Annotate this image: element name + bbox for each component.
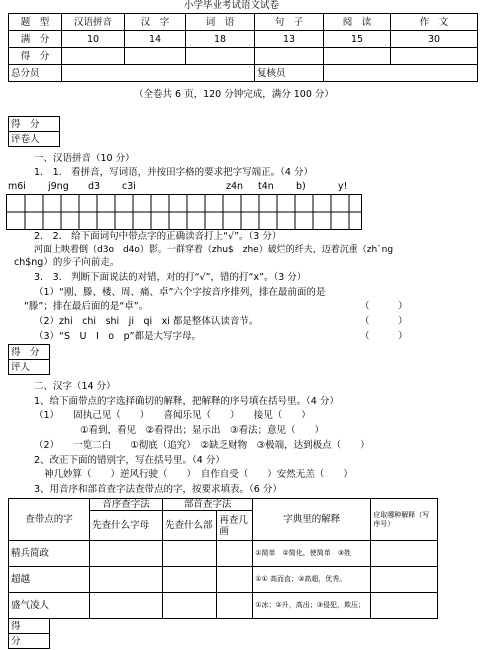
full-score: 15 (324, 31, 391, 48)
section2-q3: 3、用音序和部首查字法查带点的字，按要求填表。（6 分） (34, 484, 282, 495)
row-word: 精兵简政 (9, 541, 90, 567)
pinyin: c3i (122, 181, 136, 192)
review-label: 复核员 (255, 65, 324, 82)
section2-q2: 2、改正下面的错别字，写在括号里。（4 分） (34, 455, 225, 466)
full-score: 18 (186, 31, 255, 48)
got-cell[interactable] (125, 48, 186, 65)
section1-q3: 3. 3. 判断下面说法的对错，对的打“√”，错的打“x”。（3 分） (34, 272, 307, 283)
pinyin: t4n (258, 181, 274, 192)
got-cell[interactable] (255, 48, 324, 65)
review-cell[interactable] (324, 65, 478, 82)
col-char-header: 查带点的字 (9, 499, 90, 541)
full-score: 30 (391, 31, 478, 48)
section2-q1-b: ①看到，看见 ②看得出；显示出 ③看法；意见（ ） (80, 425, 325, 436)
section2-q2-line: 神几妙算（ ）逆风行驶（ ） 自作自受（ ）安然无羔（ ） (44, 469, 353, 480)
exam-note: （全卷共 6 页，120 分钟完成，满分 100 分） (134, 89, 334, 100)
got-cell[interactable] (391, 48, 478, 65)
score-header: 题 型 (9, 14, 62, 31)
answer-cell[interactable] (162, 567, 216, 593)
got-cell[interactable] (62, 48, 125, 65)
section2-title: 二、汉字（14 分） (34, 381, 116, 392)
answer-cell[interactable] (90, 541, 163, 567)
answer-cell[interactable] (90, 593, 163, 619)
section1-q3-3: （3）“S U I o p”都是大写字母。 (34, 331, 202, 342)
section1-q3-1a: （1）“刚、滕、楼、周、痛、卓”六个字按音序排列，排在最前面的是 (34, 287, 326, 298)
total-cell[interactable] (62, 65, 255, 82)
col-yin-header: 音序查字法 (90, 499, 163, 511)
grader-reviewer-label: 评卷人 (9, 132, 60, 147)
page-title: 小学毕业考试语文试卷 (184, 0, 280, 11)
grader-score-label: 得 (9, 619, 50, 634)
score-header: 作 文 (391, 14, 478, 31)
grader-box (8, 618, 50, 649)
row-word: 超越 (9, 567, 90, 593)
section2-q1: 1、给下面带点的字选择确切的解释，把解释的序号填在括号里。（4 分） (34, 396, 339, 407)
section2-q1-c: （2） 一览二白 ①彻底（追究） ②缺乏财物 ③极端，达到极点（ ） (34, 440, 370, 451)
answer-cell[interactable] (217, 567, 253, 593)
grader-score-label: 得 分 (9, 345, 50, 360)
score-table (8, 13, 478, 82)
pinyin: m6i (8, 181, 26, 192)
table-row (9, 567, 438, 593)
answer-cell[interactable] (217, 593, 253, 619)
score-header: 句 子 (255, 14, 324, 31)
grader-reviewer-label: 评人 (9, 360, 50, 375)
section1-q3-1b: “滕”；排在最后面的是“卓”。 (24, 301, 149, 312)
pinyin: b) (296, 181, 306, 192)
got-cell[interactable] (324, 48, 391, 65)
grader-box (8, 116, 60, 147)
full-label: 满 分 (9, 31, 62, 48)
pinyin: j9ng (48, 181, 69, 192)
col-pick-header: 应取哪种解释（写序号） (371, 499, 438, 541)
score-header: 汉语拼音 (62, 14, 125, 31)
col-dict-header: 字典里的解释 (253, 499, 371, 541)
writing-grid[interactable] (6, 194, 362, 230)
section1-q2-line1: 河面上映着倒（d3o d4o）影。一群穿着（zhu$ zhe）破烂的纤夫，迈着沉重（zh`ng (34, 245, 394, 255)
section2-q1-a: （1） 固执己见（ ） 喜闻乐见（ ） 接见（ ） (34, 410, 311, 421)
answer-cell[interactable] (217, 541, 253, 567)
total-label: 总分员 (9, 65, 62, 82)
got-cell[interactable] (186, 48, 255, 65)
answer-cell[interactable] (90, 567, 163, 593)
grader-reviewer-label: 分 (9, 634, 50, 649)
row-word: 盛气凌人 (9, 593, 90, 619)
section1-q2: 2. 2. 给下面词句中带点字的正确读音打上“√”。（3 分） (34, 231, 282, 242)
score-header: 词 语 (186, 14, 255, 31)
answer-cell[interactable] (371, 567, 438, 593)
score-header: 阅 读 (324, 14, 391, 31)
row-dict: ①简单 ②简化，使简单 ③姓 (253, 541, 371, 567)
answer-cell[interactable] (371, 593, 438, 619)
section1-title: 一、汉语拼音（10 分） (34, 153, 135, 164)
pinyin: z4n (226, 181, 244, 192)
table-row (9, 541, 438, 567)
col-yin-sub: 先查什么字母 (90, 511, 163, 541)
got-label: 得 分 (9, 48, 62, 65)
answer-cell[interactable] (162, 541, 216, 567)
col-bu-sub2: 再查几画 (217, 511, 253, 541)
section1-q1: 1. 1. 看拼音，写词语，并按田字格的要求把字写端正。（4 分） (34, 167, 313, 178)
col-bu-header: 部首查字法 (162, 499, 252, 511)
table-row (9, 593, 438, 619)
full-score: 14 (125, 31, 186, 48)
pinyin: y! (338, 181, 348, 192)
grader-score-label: 得 分 (9, 117, 60, 132)
answer-paren[interactable]: （ ） (360, 316, 408, 327)
row-dict: ①冰；②升，高出；③侵犯，欺压； (253, 593, 371, 619)
pinyin: d3 (88, 181, 101, 192)
full-score: 13 (255, 31, 324, 48)
col-bu-sub1: 先查什么部 (162, 511, 216, 541)
full-score: 10 (62, 31, 125, 48)
row-dict: ①① 高而直；③高超，优秀。 (253, 567, 371, 593)
answer-paren[interactable]: （ ） (360, 331, 408, 342)
score-header: 汉 字 (125, 14, 186, 31)
grader-box (8, 344, 50, 375)
answer-cell[interactable] (371, 541, 438, 567)
answer-cell[interactable] (162, 593, 216, 619)
answer-paren[interactable]: （ ） (360, 301, 408, 312)
section1-q2-line2: ch$ng）的步子向前走。 (14, 257, 120, 268)
section1-q3-2: （2）zhi chi shi ji qi xi 都是整体认读音节。 (34, 316, 259, 327)
lookup-table (8, 498, 438, 619)
